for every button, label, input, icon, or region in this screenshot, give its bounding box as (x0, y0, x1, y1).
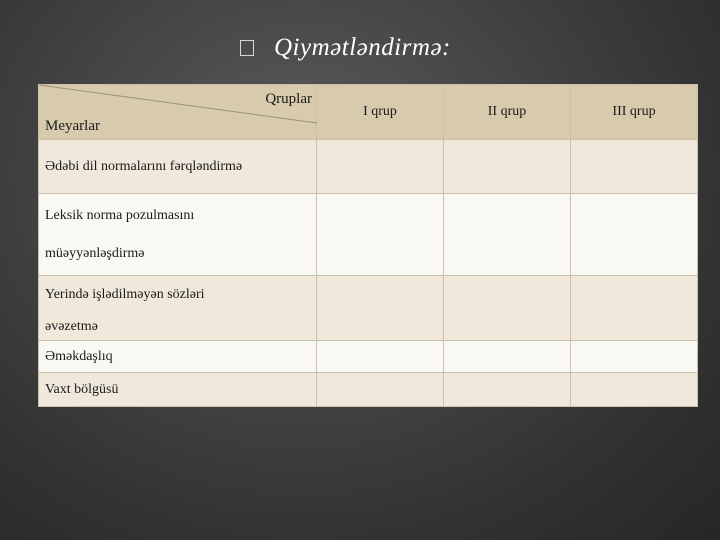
corner-label-groups: Qruplar (265, 91, 312, 107)
score-cell[interactable] (444, 140, 571, 194)
square-bullet-icon (240, 40, 254, 56)
score-cell[interactable] (317, 276, 444, 341)
score-cell[interactable] (444, 194, 571, 276)
criterion-cell (39, 140, 317, 194)
criterion-line: Yerində işlədilməyən sözləri (45, 287, 205, 302)
score-cell[interactable] (317, 341, 444, 373)
corner-header-cell (39, 85, 317, 140)
score-cell[interactable] (444, 373, 571, 407)
criterion-cell (39, 194, 317, 276)
criterion-line: Əməkdaşlıq (45, 348, 113, 364)
score-cell[interactable] (444, 341, 571, 373)
criterion-cell (39, 373, 317, 407)
criterion-cell (39, 276, 317, 341)
slide-title: Qiymətləndirmə: (274, 34, 451, 61)
criterion-line: müəyyənləşdirmə (45, 245, 145, 261)
score-cell[interactable] (571, 341, 698, 373)
table-row (39, 341, 698, 373)
table-row (39, 276, 698, 341)
table-row (39, 140, 698, 194)
score-cell[interactable] (317, 194, 444, 276)
score-cell[interactable] (571, 140, 698, 194)
score-cell[interactable] (571, 276, 698, 341)
score-cell[interactable] (444, 276, 571, 341)
criterion-line: Vaxt bölgüsü (45, 381, 119, 397)
score-cell[interactable] (571, 373, 698, 407)
table-header-row (39, 85, 698, 140)
criterion-line: əvəzetmə (45, 319, 98, 334)
table-row (39, 194, 698, 276)
evaluation-table (38, 84, 698, 407)
score-cell[interactable] (317, 140, 444, 194)
slide-title-row (240, 30, 451, 66)
criterion-line: Leksik norma pozulmasını (45, 207, 195, 223)
group-header-1: I qrup (317, 85, 444, 140)
group-header-3: III qrup (571, 85, 698, 140)
score-cell[interactable] (317, 373, 444, 407)
table-row (39, 373, 698, 407)
score-cell[interactable] (571, 194, 698, 276)
group-header-2: II qrup (444, 85, 571, 140)
criterion-cell (39, 341, 317, 373)
corner-label-criteria: Meyarlar (45, 118, 100, 134)
criterion-line: Ədəbi dil normalarını fərqləndirmə (45, 158, 243, 174)
